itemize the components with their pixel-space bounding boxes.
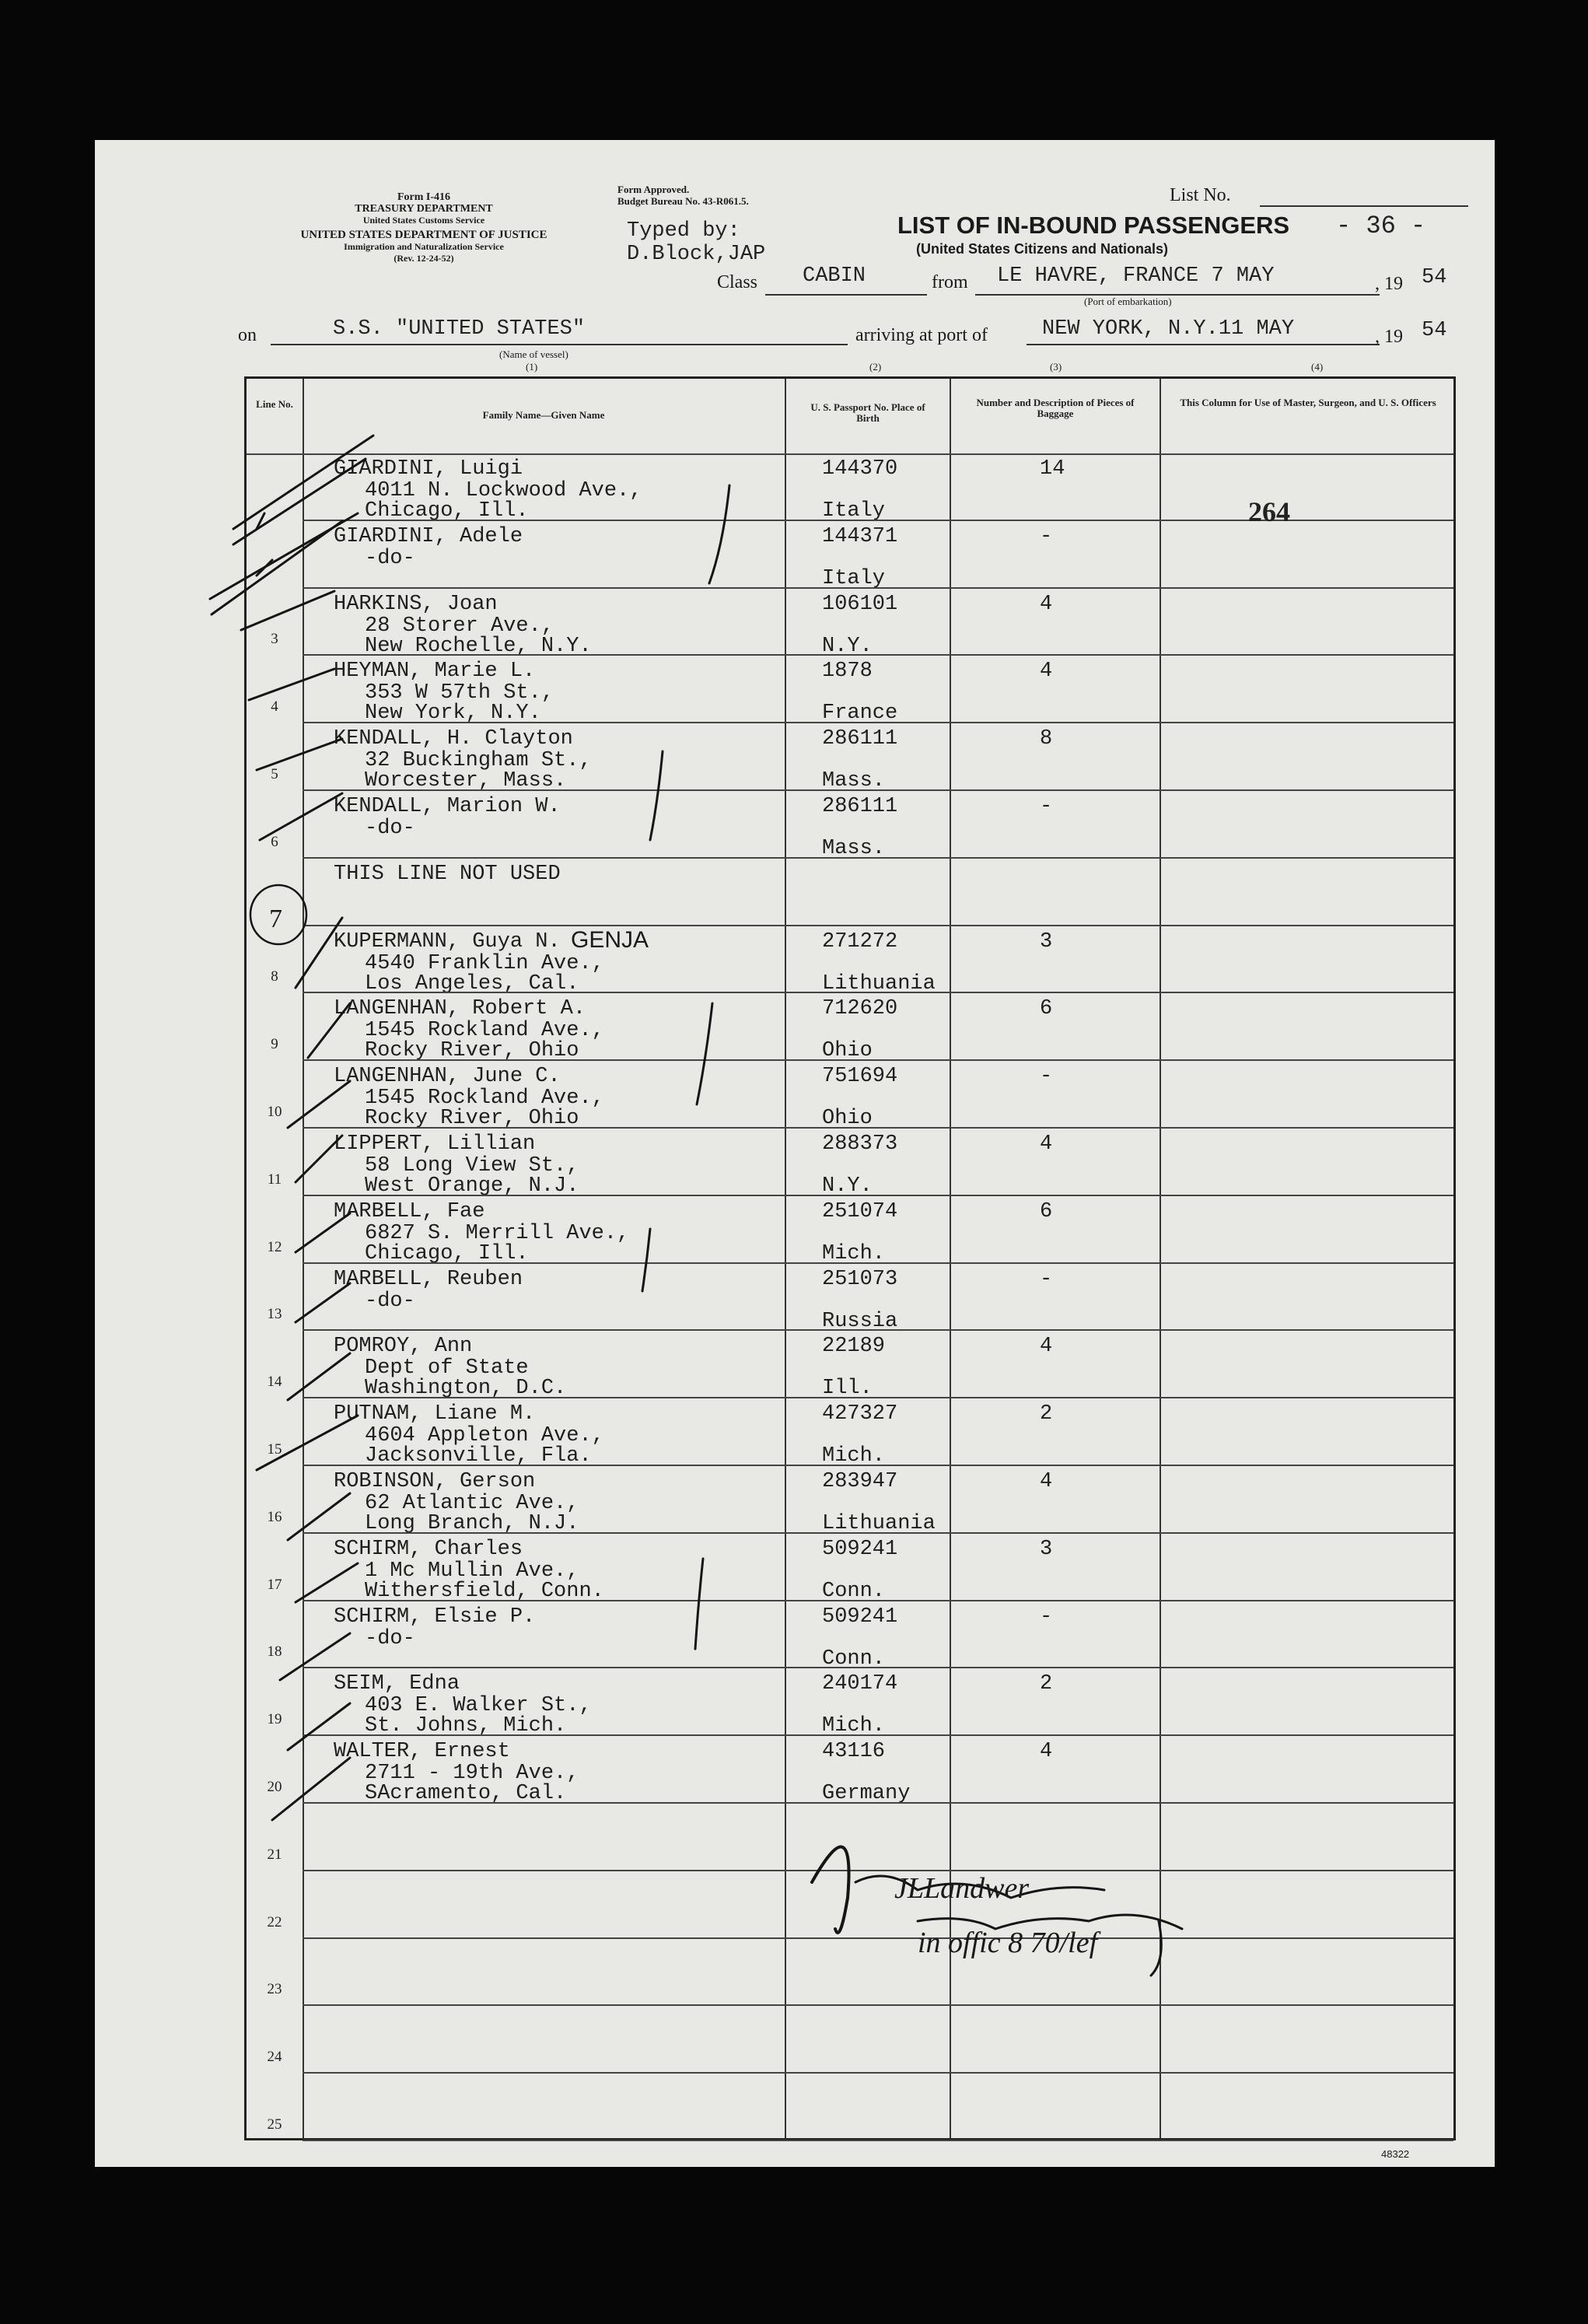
place-of-birth: Lithuania	[822, 1512, 936, 1535]
line-number: 5	[271, 765, 278, 782]
passport-number: 271272	[822, 929, 898, 954]
address-line-2: Washington, D.C.	[365, 1377, 567, 1401]
baggage-count: -	[1040, 1267, 1053, 1291]
table-row	[247, 1061, 1453, 1129]
col-header-officers: This Column for Use of Master, Surgeon, and U. S. Officers	[1180, 397, 1436, 408]
line-number: 8	[271, 968, 278, 985]
class-underline	[765, 294, 927, 296]
vessel-caption: (Name of vessel)	[499, 348, 568, 360]
place-of-birth: Mass.	[822, 769, 886, 793]
form-code: 48322	[1381, 2148, 1410, 2160]
form-agency-block: Form I-416 TREASURY DEPARTMENT United States Customs Service UNITED STATES DEPARTMENT OF JUSTICE Immigration and Naturalization Service (Rev. 12-24-52)	[300, 191, 547, 264]
passport-number: 286111	[822, 727, 898, 751]
passenger-name: KENDALL, H. Clayton	[334, 727, 573, 751]
address-line-2: New Rochelle, N.Y.	[365, 634, 592, 658]
port-embark-caption: (Port of embarkation)	[1084, 296, 1172, 307]
place-of-birth: Ill.	[822, 1377, 873, 1401]
table-row	[247, 1871, 1453, 1939]
address-line-1: 1545 Rockland Ave.,	[365, 1087, 604, 1111]
list-no-value: - 36 -	[1336, 212, 1426, 240]
address-line-1: 28 Storer Ave.,	[365, 614, 554, 638]
address-line-1: 6827 S. Merrill Ave.,	[365, 1221, 630, 1245]
col-num-1: (1)	[526, 361, 538, 373]
line-number: 19	[267, 1711, 282, 1728]
line-number: 3	[271, 631, 278, 648]
baggage-count: 2	[1040, 1672, 1053, 1696]
address-line-1: 32 Buckingham St.,	[365, 749, 592, 773]
line-number: 18	[267, 1643, 282, 1661]
address-line-2: Withersfield, Conn.	[365, 1579, 604, 1603]
place-of-birth: Mich.	[822, 1241, 886, 1265]
baggage-count: 3	[1040, 929, 1053, 954]
place-of-birth: France	[822, 702, 898, 726]
address-line-1: 1 Mc Mullin Ave.,	[365, 1559, 579, 1583]
table-row	[247, 791, 1453, 859]
line-number: 4	[271, 698, 278, 716]
year-suffix: 54	[1422, 266, 1447, 289]
table-row	[247, 1534, 1453, 1601]
passport-number: 288373	[822, 1132, 898, 1156]
address-line-2: New York, N.Y.	[365, 702, 541, 726]
passport-number: 509241	[822, 1537, 898, 1561]
year-prefix: , 19	[1375, 274, 1403, 294]
address-line-1: 353 W 57th St.,	[365, 681, 554, 705]
table-row	[247, 1331, 1453, 1401]
address-line-2: West Orange, N.J.	[365, 1174, 579, 1198]
place-of-birth: Mich.	[822, 1714, 886, 1738]
table-row	[247, 1398, 1453, 1466]
table-row	[247, 1601, 1453, 1669]
baggage-count: 14	[1040, 457, 1065, 481]
table-row	[247, 1196, 1453, 1264]
class-value: CABIN	[803, 264, 866, 288]
from-value: LE HAVRE, FRANCE 7 MAY	[997, 264, 1275, 288]
genja-annotation: GENJA	[571, 927, 649, 953]
baggage-count: 4	[1040, 1335, 1053, 1359]
page-title: LIST OF IN-BOUND PASSENGERS	[897, 212, 1290, 239]
baggage-count: -	[1040, 524, 1053, 548]
address-line-1: 62 Atlantic Ave.,	[365, 1492, 579, 1515]
line-number: 24	[267, 2049, 282, 2066]
address-line-1: -do-	[365, 817, 415, 840]
address-line-2: SAcramento, Cal.	[365, 1782, 567, 1806]
passport-number: 43116	[822, 1740, 886, 1764]
address-line-2: St. Johns, Mich.	[365, 1714, 567, 1738]
passenger-name: WALTER, Ernest	[334, 1740, 510, 1764]
place-of-birth: N.Y.	[822, 634, 873, 658]
vessel-name: S.S. "UNITED STATES"	[333, 317, 586, 341]
address-line-1: 4604 Appleton Ave.,	[365, 1424, 604, 1448]
place-of-birth: N.Y.	[822, 1174, 873, 1198]
table-row	[247, 589, 1453, 656]
passenger-name: PUTNAM, Liane M.	[334, 1402, 536, 1426]
baggage-count: 8	[1040, 727, 1053, 751]
table-row	[247, 1264, 1453, 1332]
form-approval-block: Form Approved. Budget Bureau No. 43-R061.5.	[617, 184, 749, 207]
line-number: 12	[267, 1238, 282, 1255]
line-number: 14	[267, 1374, 282, 1391]
line-number: 22	[267, 1913, 282, 1930]
baggage-count: 3	[1040, 1537, 1053, 1561]
address-line-1: Dept of State	[365, 1356, 529, 1381]
baggage-count: 4	[1040, 1132, 1053, 1156]
line-number: 10	[267, 1103, 282, 1120]
address-line-2: Long Branch, N.J.	[365, 1512, 579, 1535]
col-header-name: Family Name—Given Name	[482, 409, 605, 421]
table-row	[247, 926, 1453, 994]
address-line-2: Rocky River, Ohio	[365, 1107, 579, 1131]
passport-number: 1878	[822, 660, 873, 684]
passenger-name: KENDALL, Marion W.	[334, 795, 561, 818]
table-row	[247, 1466, 1453, 1534]
place-of-birth: Lithuania	[822, 971, 936, 996]
arrival-underline	[1027, 344, 1380, 345]
address-line-1: 1545 Rockland Ave.,	[365, 1019, 604, 1043]
baggage-count: -	[1040, 795, 1053, 818]
place-of-birth: Ohio	[822, 1107, 873, 1131]
address-line-1: -do-	[365, 546, 415, 570]
list-no-underline	[1260, 205, 1468, 207]
place-of-birth: Mass.	[822, 837, 886, 860]
line-number: 15	[267, 1440, 282, 1458]
address-line-1: -do-	[365, 1626, 415, 1650]
baggage-count: 4	[1040, 1470, 1053, 1493]
address-line-2: Worcester, Mass.	[365, 769, 567, 793]
place-of-birth: Germany	[822, 1782, 911, 1806]
line-number: 16	[267, 1508, 282, 1525]
line-number: 21	[267, 1846, 282, 1863]
passport-number: 751694	[822, 1065, 898, 1089]
col-num-2: (2)	[869, 361, 882, 373]
address-line-2: Los Angeles, Cal.	[365, 971, 579, 996]
passenger-name: MARBELL, Reuben	[334, 1267, 523, 1291]
passenger-name: SEIM, Edna	[334, 1672, 460, 1696]
passenger-name: MARBELL, Fae	[334, 1199, 485, 1223]
line-number: 6	[271, 833, 278, 850]
address-line-2: Chicago, Ill.	[365, 1241, 529, 1265]
baggage-count: 4	[1040, 1740, 1053, 1764]
address-line-1: -do-	[365, 1289, 415, 1313]
passenger-name: POMROY, Ann	[334, 1335, 473, 1359]
col-num-4: (4)	[1311, 361, 1324, 373]
address-line-1: 4540 Franklin Ave.,	[365, 951, 604, 975]
passenger-name: LANGENHAN, June C.	[334, 1065, 561, 1089]
table-row	[247, 993, 1453, 1061]
table-row	[247, 2006, 1453, 2074]
row-divider	[303, 2140, 1453, 2141]
address-line-1: 2711 - 19th Ave.,	[365, 1762, 579, 1786]
passenger-name: GIARDINI, Luigi	[334, 457, 523, 481]
table-row	[247, 1939, 1453, 2007]
circle-7-text: 7	[269, 905, 282, 933]
passport-number: 22189	[822, 1335, 886, 1359]
address-line-1: 4011 N. Lockwood Ave.,	[365, 479, 642, 502]
address-line-2: Jacksonville, Fla.	[365, 1444, 592, 1468]
table-row	[247, 1129, 1453, 1196]
passport-number: 712620	[822, 997, 898, 1021]
typed-by-value: D.Block,JAP	[627, 243, 766, 266]
passport-number: 144371	[822, 524, 898, 548]
table-row	[247, 1668, 1453, 1736]
baggage-count: -	[1040, 1065, 1053, 1089]
baggage-count: 6	[1040, 1199, 1053, 1223]
table-row	[247, 1736, 1453, 1804]
passenger-name: GIARDINI, Adele	[334, 524, 523, 548]
passport-number: 144370	[822, 457, 898, 481]
from-label: from	[932, 272, 968, 292]
arriving-label: arriving at port of	[855, 325, 988, 345]
table-row	[247, 859, 1453, 926]
arrival-value: NEW YORK, N.Y.11 MAY	[1042, 317, 1295, 341]
address-line-1: 58 Long View St.,	[365, 1154, 579, 1178]
address-line-1: 403 E. Walker St.,	[365, 1694, 592, 1718]
on-label: on	[238, 325, 257, 345]
passport-number: 509241	[822, 1605, 898, 1629]
table-row	[247, 723, 1453, 791]
year-prefix-2: , 19	[1375, 327, 1403, 347]
passenger-name: LANGENHAN, Robert A.	[334, 997, 586, 1021]
from-underline	[975, 294, 1380, 296]
passport-number: 251073	[822, 1267, 898, 1291]
line-number: 20	[267, 1778, 282, 1795]
address-line-2: Rocky River, Ohio	[365, 1039, 579, 1063]
place-of-birth: Russia	[822, 1309, 898, 1333]
col-header-passport: U. S. Passport No. Place of Birth	[810, 401, 925, 424]
passport-number: 240174	[822, 1672, 898, 1696]
baggage-count: 2	[1040, 1402, 1053, 1426]
passport-number: 283947	[822, 1470, 898, 1493]
passenger-table	[244, 376, 1456, 2140]
line-number: 17	[267, 1576, 282, 1593]
page-subtitle: (United States Citizens and Nationals)	[916, 241, 1169, 257]
list-no-label: List No.	[1170, 185, 1231, 205]
place-of-birth: Mich.	[822, 1444, 886, 1468]
table-row	[247, 521, 1453, 589]
line-number: 25	[267, 2116, 282, 2133]
passport-number: 286111	[822, 795, 898, 818]
line-number: 11	[267, 1171, 282, 1188]
vessel-underline	[271, 344, 848, 345]
place-of-birth: Conn.	[822, 1647, 886, 1671]
passenger-name: THIS LINE NOT USED	[334, 862, 561, 886]
passenger-name: HARKINS, Joan	[334, 592, 498, 616]
passenger-name: LIPPERT, Lillian	[334, 1132, 536, 1156]
col-header-line-no: Line No.	[256, 398, 293, 410]
year-suffix-2: 54	[1422, 319, 1447, 342]
table-row	[247, 1804, 1453, 1871]
officer-note: 264	[1248, 496, 1290, 527]
baggage-count: 4	[1040, 660, 1053, 684]
passport-number: 106101	[822, 592, 898, 616]
col-header-baggage: Number and Description of Pieces of Baggage	[976, 397, 1135, 419]
place-of-birth: Italy	[822, 566, 886, 590]
passenger-name: SCHIRM, Elsie P.	[334, 1605, 536, 1629]
table-row	[247, 2074, 1453, 2141]
class-label: Class	[717, 272, 758, 292]
signature-line-2: in offic 8 70/lef	[918, 1927, 1098, 1959]
place-of-birth: Conn.	[822, 1579, 886, 1603]
baggage-count: 6	[1040, 997, 1053, 1021]
signature-line-1: JLLandwer	[894, 1872, 1030, 1905]
address-line-2: Chicago, Ill.	[365, 499, 529, 523]
table-row	[247, 656, 1453, 726]
passport-number: 251074	[822, 1199, 898, 1223]
line-number: 23	[267, 1981, 282, 1998]
line-number: 13	[267, 1306, 282, 1323]
baggage-count: 4	[1040, 592, 1053, 616]
baggage-count: -	[1040, 1605, 1053, 1629]
line-number: 9	[271, 1036, 278, 1053]
place-of-birth: Ohio	[822, 1039, 873, 1063]
place-of-birth: Italy	[822, 499, 886, 523]
passenger-name: KUPERMANN, Guya N.	[334, 929, 561, 954]
passenger-name: ROBINSON, Gerson	[334, 1470, 536, 1493]
passenger-name: SCHIRM, Charles	[334, 1537, 523, 1561]
passport-number: 427327	[822, 1402, 898, 1426]
typed-by-label: Typed by:	[627, 219, 740, 243]
passenger-name: HEYMAN, Marie L.	[334, 660, 536, 684]
col-num-3: (3)	[1050, 361, 1062, 373]
